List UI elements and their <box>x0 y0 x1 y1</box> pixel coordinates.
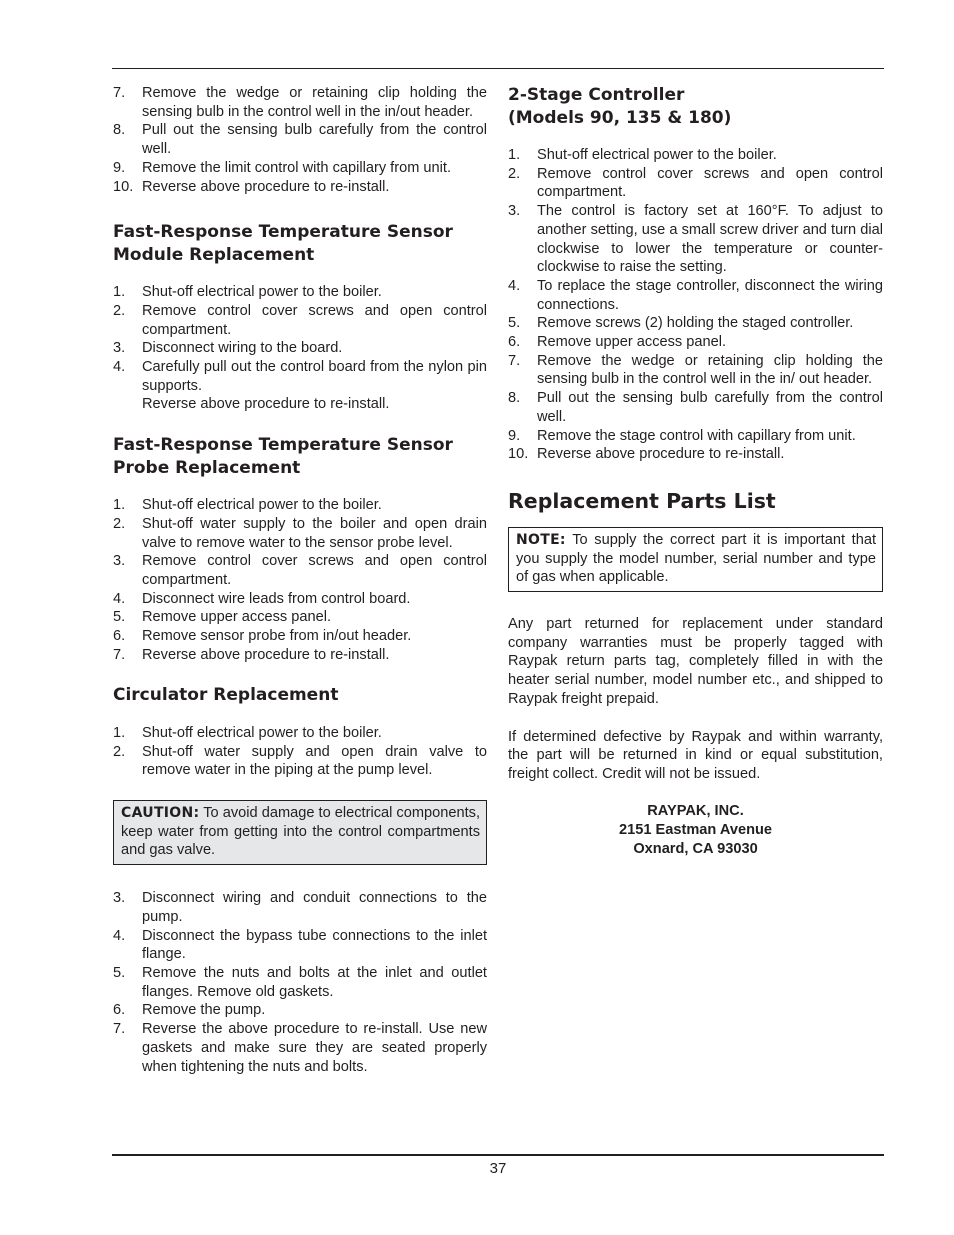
limit-control-steps-continued <box>113 84 487 196</box>
address-city: Oxnard, CA 93030 <box>633 840 758 857</box>
list-item: 3. Disconnect wiring to the board. <box>113 340 343 357</box>
list-item: 6. Remove sensor probe from in/out header. <box>113 628 412 645</box>
module-steps <box>113 283 487 395</box>
circulator-section-heading: Circulator Replacement <box>113 685 339 706</box>
circulator-steps-b <box>113 889 487 1076</box>
list-item: 6. Remove upper access panel. <box>508 334 727 351</box>
stage-controller-heading <box>508 84 883 129</box>
list-item: 2. Shut-off water supply to the boiler and open drain valve to remove water to the sensor probe level. <box>113 515 487 551</box>
list-item: 3. The control is factory set at 160°F. To adjust to another setting, use a small screw driver and turn dial clockwise to lower the temperature or counter-clockwise to raise the setting. <box>508 203 883 276</box>
list-item: 5. Remove screws (2) holding the staged controller. <box>508 315 854 332</box>
list-item: 4. Disconnect the bypass tube connections to the inlet flange. <box>113 927 487 963</box>
list-item: 4. Carefully pull out the control board from the nylon pin supports. <box>113 359 487 394</box>
caution-box <box>113 800 487 865</box>
left-column <box>113 84 487 1076</box>
module-section-heading: Fast-Response Temperature Sensor Module Replacement <box>113 222 453 265</box>
defective-paragraph: If determined defective by Raypak and within warranty, the part will be returned in kind or equal substitution, freight collect. Credit will not be issued. <box>508 728 883 782</box>
note-text: To supply the correct part it is important that you supply the model number, serial number and type of gas when applicable. <box>516 531 876 586</box>
address-company: RAYPAK, INC. <box>647 802 744 819</box>
list-item: 1. Shut-off electrical power to the boiler. <box>113 284 382 301</box>
list-item: 4. Disconnect wire leads from control board. <box>113 590 411 607</box>
stage-title-line1: 2-Stage Controller <box>508 85 685 105</box>
list-item: 10. Reverse above procedure to re-install. <box>508 446 785 463</box>
list-item: 10. Reverse above procedure to re-install. <box>113 178 390 195</box>
list-item: 3. Remove control cover screws and open control compartment. <box>113 553 487 588</box>
note-box <box>508 527 883 592</box>
list-item: 7. Remove the wedge or retaining clip holding the sensing bulb in the control well in the in/out header. <box>113 85 487 120</box>
stage-title-line2: (Models 90, 135 & 180) <box>508 107 732 128</box>
list-item: 1. Shut-off electrical power to the boiler. <box>113 724 382 741</box>
right-column <box>508 84 883 859</box>
list-item: 1. Shut-off electrical power to the boiler. <box>508 147 777 163</box>
list-item: 1. Shut-off electrical power to the boiler. <box>113 497 382 514</box>
list-item: 8. Pull out the sensing bulb carefully from the control well. <box>113 122 487 158</box>
list-item: 3. Disconnect wiring and conduit connections to the pump. <box>113 890 487 925</box>
caution-label: CAUTION: <box>121 805 200 822</box>
list-item: 2. Shut-off water supply and open drain valve to remove water in the piping at the pump level. <box>113 743 487 779</box>
list-item: 5. Remove the nuts and bolts at the inlet and outlet flanges. Remove old gaskets. <box>113 965 487 1000</box>
header-rule <box>112 68 884 69</box>
replacement-parts-heading: Replacement Parts List <box>508 488 776 513</box>
company-address <box>508 802 883 859</box>
probe-steps <box>113 496 487 664</box>
list-item: 2. Remove control cover screws and open control compartment. <box>508 165 883 201</box>
circulator-steps-a <box>113 724 487 780</box>
list-item: 9. Remove the limit control with capillary from unit. <box>113 159 452 176</box>
list-item: 7. Reverse above procedure to re-install. <box>113 646 390 663</box>
list-item: 8. Pull out the sensing bulb carefully from the control well. <box>508 390 883 425</box>
caution-text: To avoid damage to electrical components, keep water from getting into the control compartments and gas valve. <box>121 805 480 859</box>
list-item: 4. To replace the stage controller, disconnect the wiring connections. <box>508 277 883 313</box>
footer-rule <box>112 1154 884 1156</box>
list-item: 7. Reverse the above procedure to re-install. Use new gaskets and make sure they are seated properly when tightening the nuts and bolts. <box>113 1021 487 1075</box>
list-item: 7. Remove the wedge or retaining clip holding the sensing bulb in the control well in the in/ out header. <box>508 352 883 388</box>
module-reinstall-note: Reverse above procedure to re-install. <box>142 396 390 413</box>
list-item: 2. Remove control cover screws and open control compartment. <box>113 302 487 338</box>
probe-section-heading: Fast-Response Temperature Sensor Probe Replacement <box>113 435 453 478</box>
note-label: NOTE: <box>516 531 566 548</box>
list-item: 6. Remove the pump. <box>113 1002 266 1019</box>
list-item: 5. Remove upper access panel. <box>113 609 332 626</box>
warranty-paragraph: Any part returned for replacement under standard company warranties must be properly tagged with Raypak return parts tag, completely filled in with the heater serial number, model number etc., and shipped to Raypak freight prepaid. <box>508 616 883 707</box>
address-street: 2151 Eastman Avenue <box>618 821 773 838</box>
list-item: 9. Remove the stage control with capillary from unit. <box>508 427 856 444</box>
stage-controller-steps <box>508 146 883 464</box>
page-number: 37 <box>489 1160 507 1177</box>
